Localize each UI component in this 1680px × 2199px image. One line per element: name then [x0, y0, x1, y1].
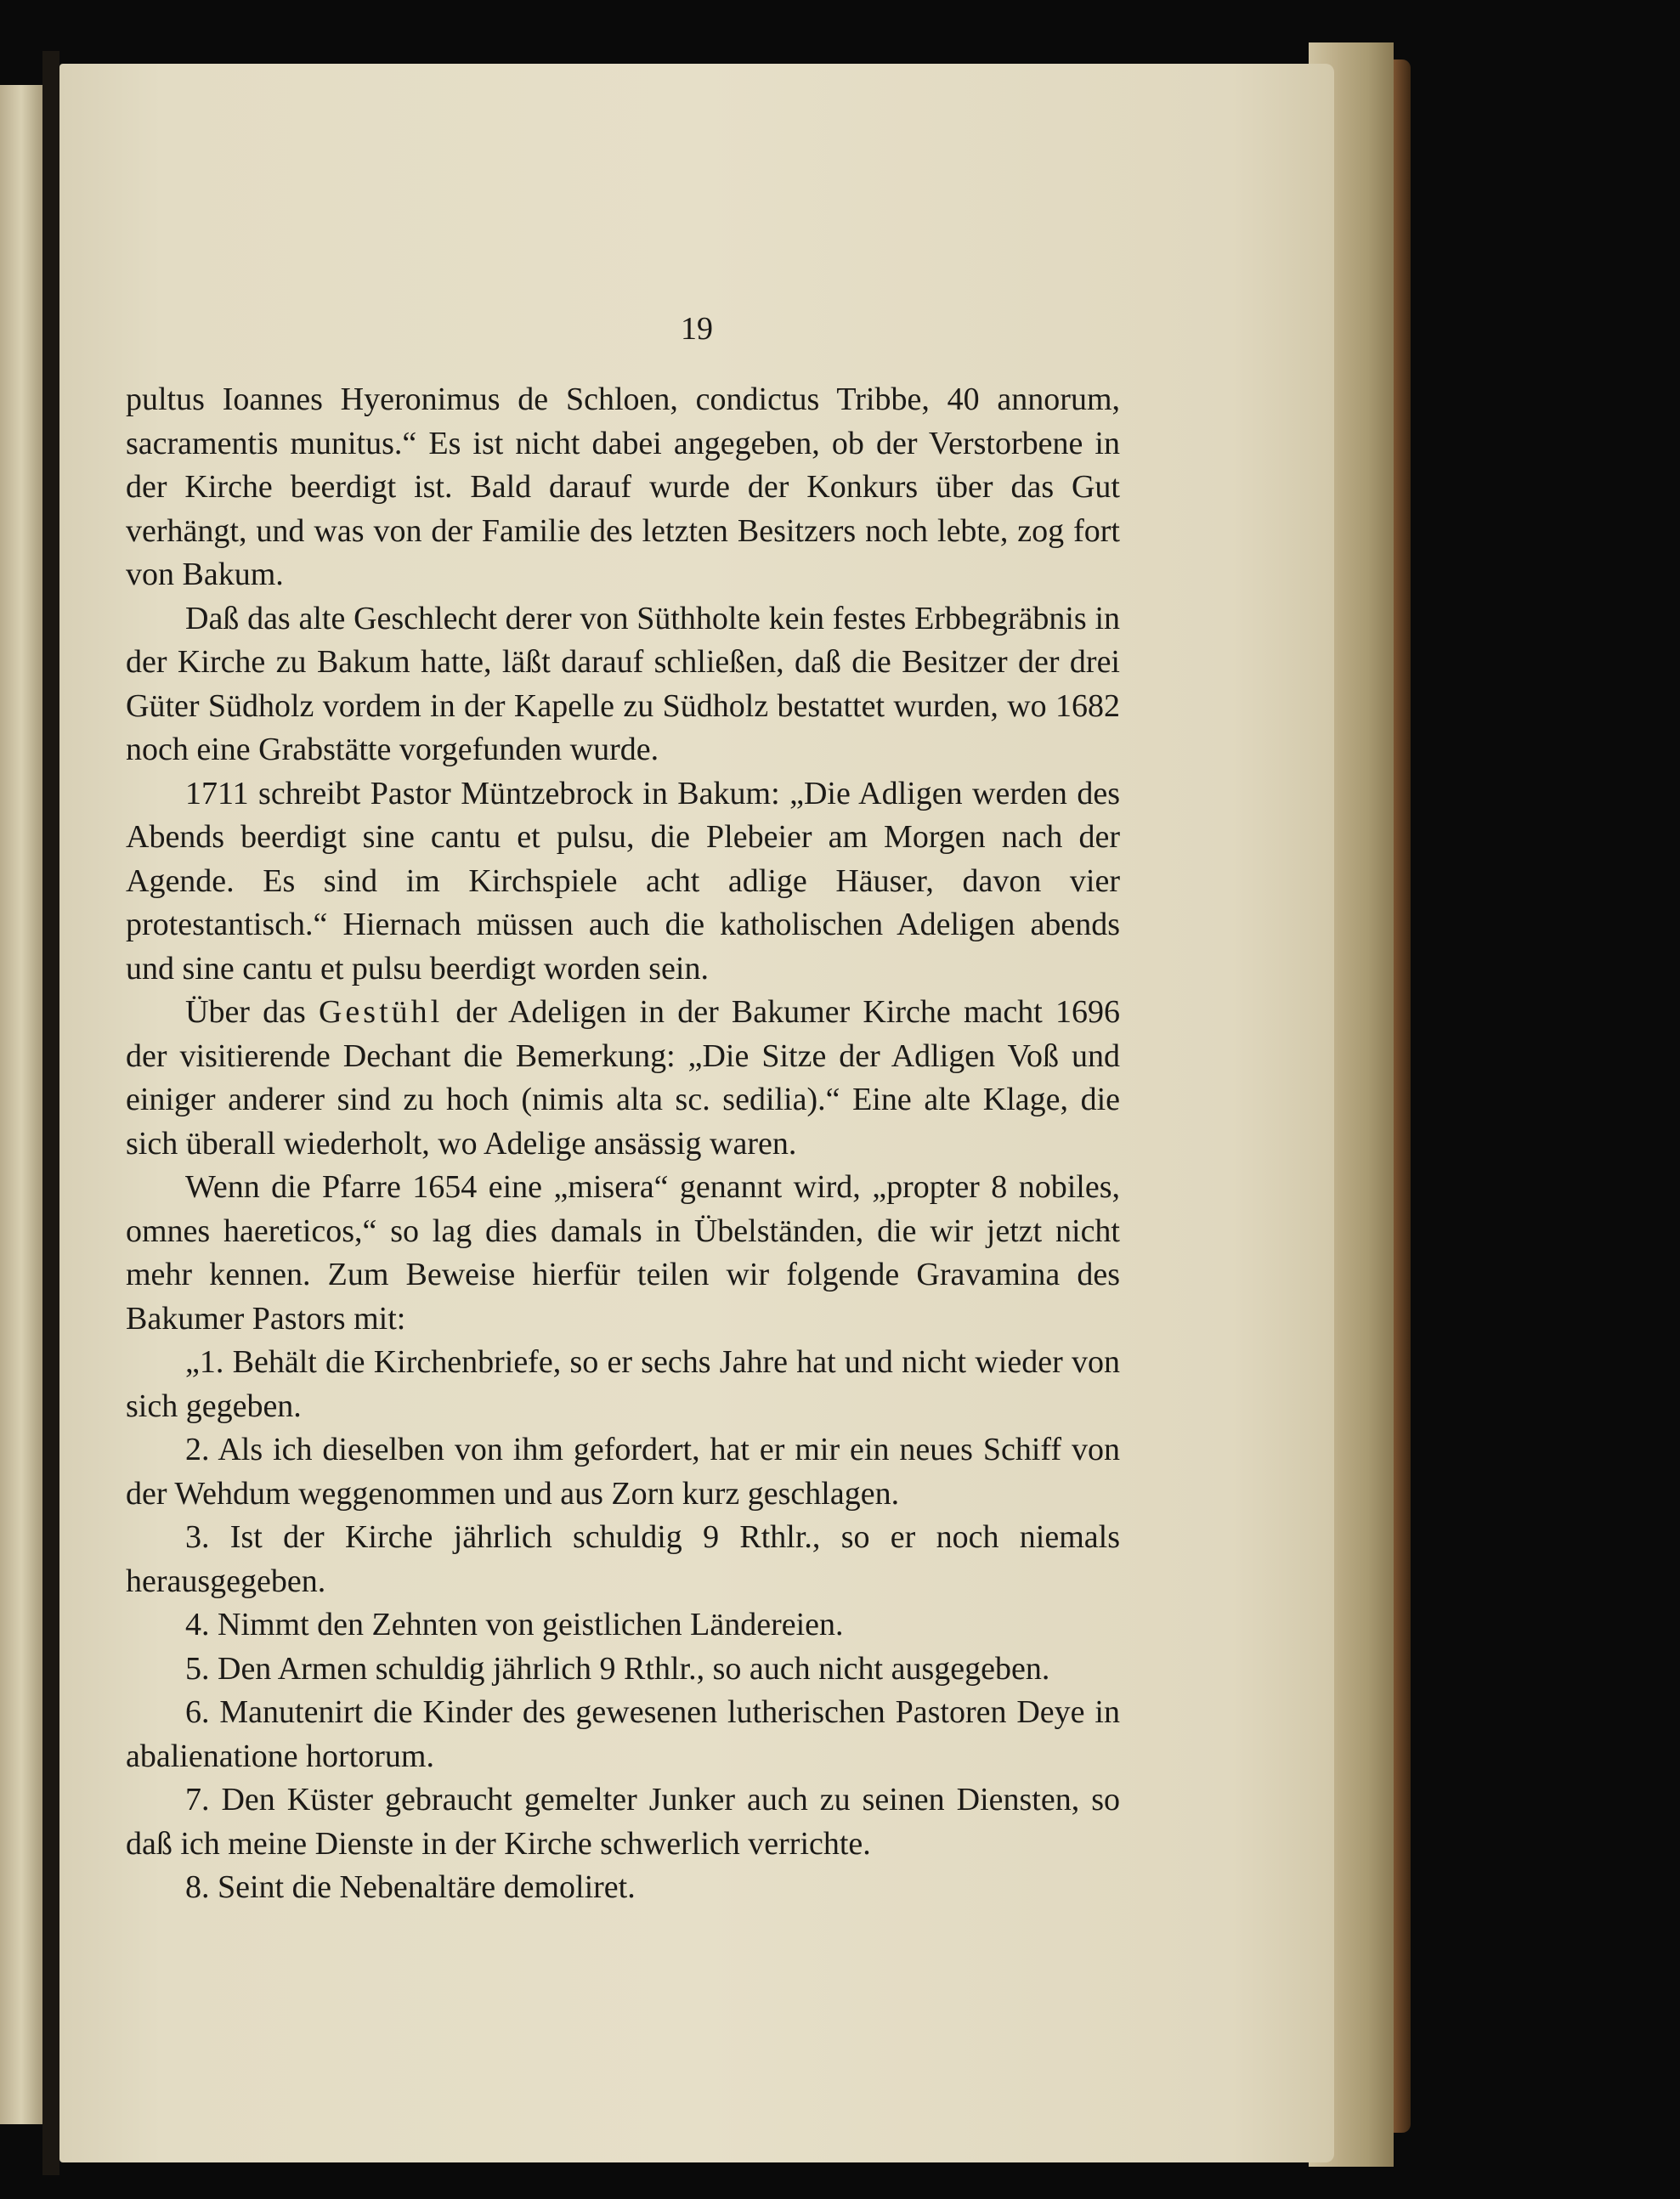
- paragraph-erbbegraebnis: Daß das alte Geschlecht derer von Süthholte kein festes Erbbegräbnis in der Kirche zu Bakum hatte, läßt darauf schließen, daß die Besitzer der drei Güter Südholz vordem in der Kapelle zu Südholz bestattet wurden, wo 1682 noch eine Grabstätte vorgefunden wurde.: [126, 600, 1120, 767]
- gestuehl-after: der Adeligen in der Bakumer Kirche macht 1696 der visitierende Dechant die Bemerkung: „Die Sitze der Adligen Voß und einiger anderer sind zu hoch (nimis alta sc. sedilia).“ Eine alte Klage, die sich überall wiederholt, wo Adelige ansässig waren.: [126, 994, 1120, 1162]
- page-number: 19: [681, 311, 713, 347]
- book-page: [59, 64, 1334, 2162]
- page-body: [126, 378, 1120, 1910]
- paragraph-pfarre-misera: Wenn die Pfarre 1654 eine „misera“ genannt wird, „propter 8 nobiles, omnes haereticos,“ so lag dies damals in Übelständen, die wir jetzt nicht mehr kennen. Zum Beweise hierfür teilen wir folgende Gravamina des Bakumer Pastors mit:: [126, 1169, 1120, 1337]
- book-gutter: [42, 51, 59, 2175]
- gravamen-item: 4. Nimmt den Zehnten von geistlichen Ländereien.: [185, 1607, 844, 1642]
- gravamen-item: 5. Den Armen schuldig jährlich 9 Rthlr., so auch nicht ausgegeben.: [185, 1650, 1050, 1687]
- gravamen-item: 2. Als ich dieselben von ihm gefordert, hat er mir ein neues Schiff von der Wehdum weggenommen und aus Zorn kurz geschlagen.: [126, 1432, 1120, 1512]
- gravamen-item: 3. Ist der Kirche jährlich schuldig 9 Rthlr., so er noch niemals herausgegeben.: [126, 1519, 1120, 1599]
- gestuehl-before: Über das: [185, 994, 319, 1030]
- paragraph-muentzebrock: 1711 schreibt Pastor Müntzebrock in Bakum: „Die Adligen werden des Abends beerdigt sine cantu et pulsu, die Plebeier am Morgen nach der Agende. Es sind im Kirchspiele acht adlige Häuser, davon vier protestantisch.“ Hiernach müssen auch die katholischen Adeligen abends und sine cantu et pulsu beerdigt worden sein.: [126, 775, 1120, 986]
- paragraph-continuation: pultus Ioannes Hyeronimus de Schloen, condictus Tribbe, 40 annorum, sacramentis munitus.“ Es ist nicht dabei angegeben, ob der Verstorbene in der Kirche beerdigt ist. Bald darauf wurde der Konkurs über das Gut verhängt, und was von der Familie des letzten Besitzers noch lebte, zog fort von Bakum.: [126, 382, 1120, 592]
- gravamen-item: 8. Seint die Nebenaltäre demoliret.: [185, 1869, 636, 1905]
- paragraph-gestuehl: [126, 991, 1120, 1166]
- gravamen-item: „1. Behält die Kirchenbriefe, so er sechs Jahre hat und nicht wieder von sich gegeben.: [126, 1344, 1120, 1424]
- gravamen-item: 6. Manutenirt die Kinder des gewesenen lutherischen Pastoren Deye in abalienatione hortorum.: [126, 1694, 1120, 1774]
- gestuehl-spaced-word: Gestühl: [318, 994, 444, 1030]
- facing-page-edge: [0, 85, 42, 2124]
- gravamen-item: 7. Den Küster gebraucht gemelter Junker auch zu seinen Diensten, so daß ich meine Dienste in der Kirche schwerlich verrichte.: [126, 1782, 1120, 1862]
